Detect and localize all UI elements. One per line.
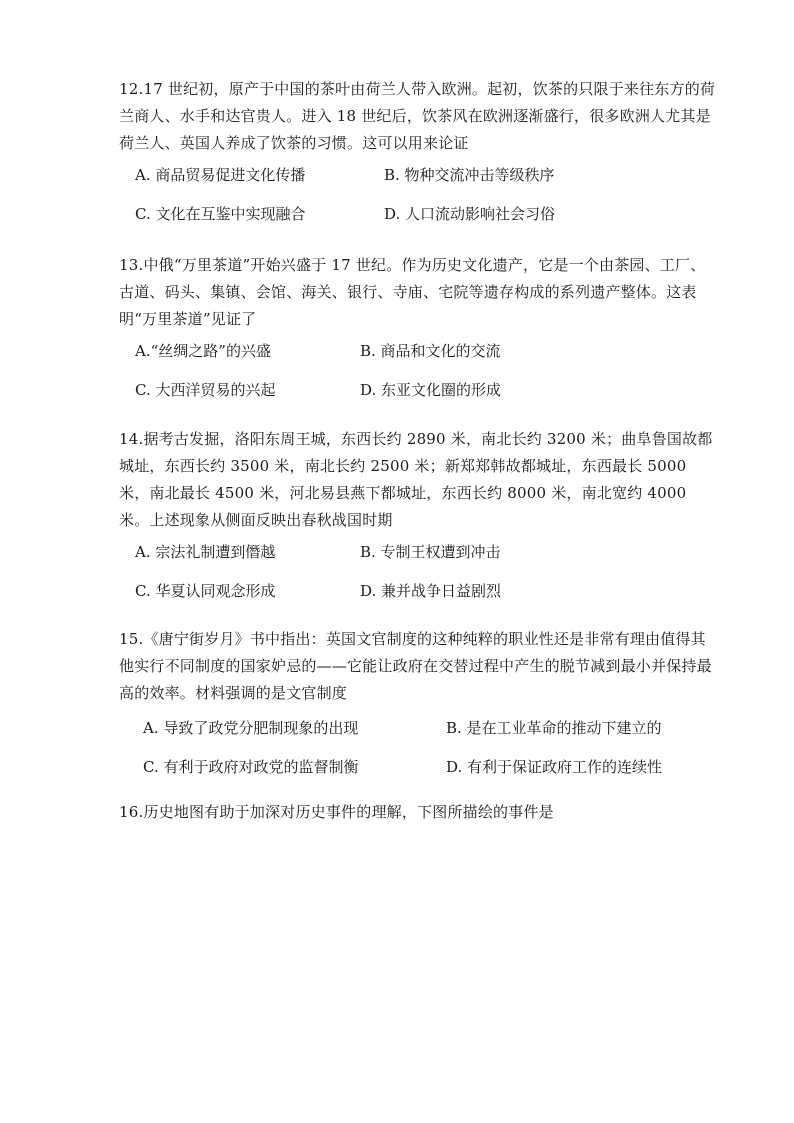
option-c[interactable]: C. 文化在互鉴中实现融合 bbox=[135, 205, 306, 223]
question-15-options bbox=[119, 718, 719, 776]
option-c[interactable]: C. 大西洋贸易的兴起 bbox=[135, 381, 276, 399]
question-16 bbox=[119, 799, 719, 826]
question-16-stem: 16.历史地图有助于加深对历史事件的理解，下图所描绘的事件是 bbox=[119, 803, 554, 821]
option-b[interactable]: B. 专制王权遭到冲击 bbox=[360, 543, 501, 561]
option-c[interactable]: C. 华夏认同观念形成 bbox=[135, 582, 276, 600]
question-13-options bbox=[119, 341, 719, 399]
option-c[interactable]: C. 有利于政府对政党的监督制衡 bbox=[143, 758, 359, 776]
option-d[interactable]: D. 东亚文化圈的形成 bbox=[360, 381, 502, 399]
question-13 bbox=[119, 252, 719, 399]
question-14-options bbox=[119, 542, 719, 600]
option-a[interactable]: A. 宗法礼制遭到僭越 bbox=[135, 543, 276, 561]
question-12-options bbox=[119, 165, 719, 223]
question-14 bbox=[119, 426, 719, 600]
option-b[interactable]: B. 物种交流冲击等级秩序 bbox=[384, 166, 555, 184]
question-12 bbox=[119, 76, 719, 223]
question-14-stem: 14.据考古发掘，洛阳东周王城，东西长约 2890 米，南北长约 3200 米；曲阜鲁国故都城址，东西长约 3500 米，南北长约 2500 米；新郑郑韩故都城址，东西最长 5000 米，南北最长 4500 米，河北易县燕下都城址，东西长约 8000 米，南北宽约 4000 米。上述现象从侧面反映出春秋战国时期 bbox=[119, 430, 713, 529]
question-15 bbox=[119, 626, 719, 776]
option-b[interactable]: B. 商品和文化的交流 bbox=[360, 342, 501, 360]
question-15-stem: 15.《唐宁街岁月》书中指出：英国文官制度的这种纯粹的职业性还是非常有理由值得其他实行不同制度的国家妒忌的——它能让政府在交替过程中产生的脱节减到最小并保持最高的效率。材料强调的是文官制度 bbox=[119, 630, 712, 702]
question-12-stem: 12.17 世纪初，原产于中国的茶叶由荷兰人带入欧洲。起初，饮茶的只限于来往东方的荷兰商人、水手和达官贵人。进入 18 世纪后，饮茶风在欧洲逐渐盛行，很多欧洲人尤其是荷兰人、英国人养成了饮茶的习惯。这可以用来论证 bbox=[119, 80, 716, 152]
option-a[interactable]: A.“丝绸之路”的兴盛 bbox=[135, 342, 271, 360]
option-a[interactable]: A. 导致了政党分肥制现象的出现 bbox=[143, 719, 359, 737]
option-b[interactable]: B. 是在工业革命的推动下建立的 bbox=[446, 719, 662, 737]
option-d[interactable]: D. 有利于保证政府工作的连续性 bbox=[446, 758, 663, 776]
question-13-stem: 13.中俄“万里茶道”开始兴盛于 17 世纪。作为历史文化遗产，它是一个由茶园、工厂、古道、码头、集镇、会馆、海关、银行、寺庙、宅院等遗存构成的系列遗产整体。这表明“万里茶道”见证了 bbox=[119, 256, 706, 328]
option-d[interactable]: D. 人口流动影响社会习俗 bbox=[384, 205, 556, 223]
option-d[interactable]: D. 兼并战争日益剧烈 bbox=[360, 582, 502, 600]
option-a[interactable]: A. 商品贸易促进文化传播 bbox=[135, 166, 306, 184]
